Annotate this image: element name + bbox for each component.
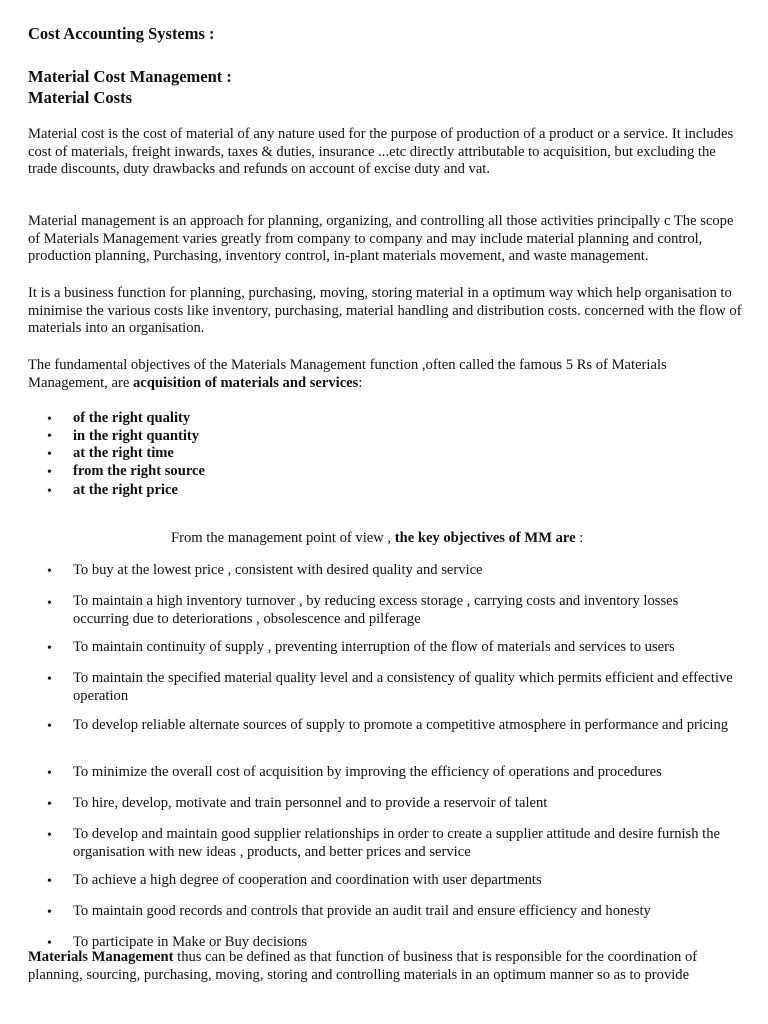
paragraph-business-function: It is a business function for planning, purchasing, moving, storing material in a optimum way which help organisation to minimise the various costs like inventory, purchasing, material handling and distribution costs. concerned with the flow of materials into an organisation. — [28, 285, 742, 336]
list-item: of the right quality — [73, 410, 191, 426]
bullet-icon: • — [47, 672, 52, 687]
bullet-icon: • — [47, 641, 52, 656]
bullet-icon: • — [47, 797, 52, 812]
paragraph-materials-management-definition — [28, 949, 746, 984]
bullet-icon: • — [47, 596, 52, 611]
paragraph-fundamental-objectives-text: The fundamental objectives of the Materials Management function ,often called the famous 5 Rs of Materials Management, are — [28, 357, 667, 391]
bullet-icon: • — [47, 412, 52, 427]
section-heading-material-cost-management: Material Cost Management : — [28, 67, 232, 86]
list-item: To maintain continuity of supply , preventing interruption of the flow of materials and services to users — [73, 639, 675, 655]
paragraph-material-management-approach: Material management is an approach for planning, organizing, and controlling all those activities principally c The scope of Materials Management varies greatly from company to company and may include material planning and control, production planning, Purchasing, inventory control, in-plant materials movement, and waste management. — [28, 213, 734, 264]
list-item: To maintain a high inventory turnover , by reducing excess storage , carrying costs and inventory losses occurring due to deteriorations , obsolescence and pilferage — [73, 593, 679, 627]
key-objectives-intro-end: : — [575, 530, 584, 546]
bullet-icon: • — [47, 766, 52, 781]
list-item: To maintain good records and controls that provide an audit trail and ensure efficiency and honesty — [73, 903, 651, 919]
bullet-icon: • — [47, 429, 52, 444]
list-item: To hire, develop, motivate and train personnel and to provide a reservoir of talent — [73, 795, 548, 811]
list-item: To maintain the specified material quality level and a consistency of quality which permits efficient and effective operation — [73, 670, 733, 704]
bullet-icon: • — [47, 936, 52, 951]
bullet-icon: • — [47, 564, 52, 579]
section-heading-material-costs: Material Costs — [28, 88, 133, 107]
list-item: To achieve a high degree of cooperation and coordination with user departments — [73, 872, 542, 888]
bullet-icon: • — [47, 828, 52, 843]
list-item: in the right quantity — [73, 428, 200, 444]
key-objectives-intro-text: From the management point of view , — [171, 530, 395, 546]
list-item: at the right price — [73, 482, 178, 498]
paragraph-fundamental-objectives-bold: acquisition of materials and services — [132, 374, 359, 391]
bullet-icon: • — [47, 905, 52, 920]
paragraph-material-cost-definition: Material cost is the cost of material of any nature used for the purpose of production of a product or a service. It includes cost of materials, freight inwards, taxes & duties, insurance ...etc directly attributable to acquisition, but excluding the trade discounts, duty drawbacks and refunds on account of excise duty and vat. — [28, 126, 734, 177]
document-title: Cost Accounting Systems : — [28, 24, 215, 43]
bullet-icon: • — [47, 719, 52, 734]
paragraph-materials-management-text: thus can be defined as that function of business that is responsible for the coordination of planning, sourcing, purchasing, moving, storing and controlling materials in an optimum manner so as to provide — [28, 949, 698, 983]
list-item: To participate in Make or Buy decisions — [73, 934, 308, 950]
list-item: from the right source — [73, 463, 205, 479]
list-item: To buy at the lowest price , consistent with desired quality and service — [73, 562, 483, 578]
key-objectives-intro — [171, 530, 583, 548]
key-objectives-intro-bold: the key objectives of MM are — [394, 530, 576, 546]
list-item: To develop and maintain good supplier relationships in order to create a supplier attitude and desire furnish the organisation with new ideas , products, and better prices and service — [73, 826, 720, 860]
bullet-icon: • — [47, 447, 52, 462]
list-item: To develop reliable alternate sources of supply to promote a competitive atmosphere in performance and pricing — [73, 717, 729, 733]
paragraph-materials-management-bold: Materials Management — [28, 949, 174, 965]
bullet-icon: • — [47, 484, 52, 499]
bullet-icon: • — [47, 874, 52, 889]
paragraph-fundamental-objectives — [28, 357, 746, 392]
paragraph-fundamental-objectives-end: : — [358, 374, 363, 391]
list-item: To minimize the overall cost of acquisition by improving the efficiency of operations and procedures — [73, 764, 662, 780]
list-item: at the right time — [73, 445, 174, 461]
bullet-icon: • — [47, 465, 52, 480]
